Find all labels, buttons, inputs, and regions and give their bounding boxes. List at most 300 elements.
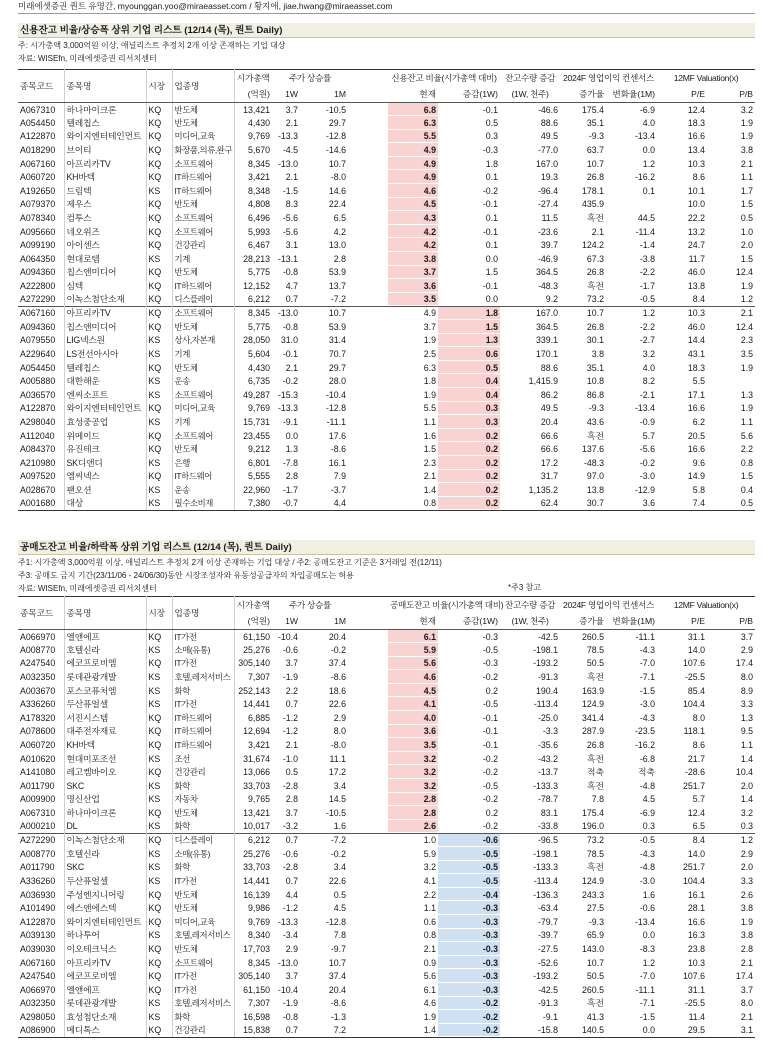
table-row: [18, 956, 755, 970]
col-header-ratio-change: 증감(1W): [438, 86, 500, 103]
return-1w: 1.3: [285, 444, 298, 455]
pe-12mf: 16.3: [687, 930, 706, 941]
spacer-cell: [348, 833, 388, 847]
stock-code: A078340: [18, 211, 64, 225]
market: KQ: [146, 442, 172, 456]
pb-12mf: 2.0: [740, 780, 754, 791]
market: KQ: [146, 915, 172, 929]
credit-top-by-change: [18, 306, 755, 510]
balance-ratio-current: 3.2: [388, 765, 438, 779]
return-1m: 6.5: [333, 213, 347, 224]
market-cap: 22,960: [243, 484, 270, 495]
col-header-revision: 변화율(1M): [606, 86, 657, 103]
table-row: [18, 470, 755, 484]
sector: 미디어,교육: [172, 130, 234, 144]
op-profit-growth-2024f: 흑전: [587, 281, 605, 292]
market-cap: 9,769: [247, 131, 270, 142]
table-row: [18, 969, 755, 983]
return-1m: 17.2: [328, 767, 347, 778]
market-cap: 7,307: [247, 998, 270, 1009]
pe-12mf: 8.6: [692, 740, 706, 751]
op-profit-growth-2024f: 175.4: [582, 808, 605, 819]
stock-name: 포스코퓨처엠: [64, 684, 146, 698]
spacer-cell: [348, 983, 388, 997]
market-cap: 3,421: [247, 172, 270, 183]
return-1m: 16.1: [328, 457, 347, 468]
market-cap: 16,139: [243, 889, 270, 900]
stock-code: A008770: [18, 847, 64, 861]
spacer-cell: [348, 429, 388, 443]
pe-12mf: 16.6: [687, 403, 706, 414]
stock-code: A036930: [18, 888, 64, 902]
balance-qty-change-1w: -91.3: [537, 998, 559, 1009]
sector: IT하드웨어: [172, 279, 234, 293]
balance-qty-change-1w: -133.3: [533, 780, 559, 791]
sector: IT하드웨어: [172, 184, 234, 198]
op-profit-growth-2024f: 178.1: [582, 185, 605, 196]
pb-12mf: 1.3: [740, 389, 754, 400]
return-1m: 53.9: [328, 321, 347, 332]
stock-code: A247540: [18, 657, 64, 671]
sector: IT하드웨어: [172, 470, 234, 484]
balance-ratio-current: 1.9: [423, 335, 437, 346]
market-cap: 31,674: [243, 753, 270, 764]
return-1m: 70.7: [328, 348, 347, 359]
pe-12mf: -25.5: [684, 672, 706, 683]
op-profit-growth-2024f: -9.3: [588, 131, 605, 142]
market-cap: 305,140: [238, 971, 270, 982]
stock-name: 명신산업: [64, 793, 146, 807]
market-cap: 16,598: [243, 1011, 270, 1022]
balance-ratio-change-1w: 0.2: [485, 808, 499, 819]
balance-qty-change-1w: 364.5: [536, 267, 559, 278]
return-1m: 4.2: [333, 226, 347, 237]
return-1m: -1.3: [330, 1011, 347, 1022]
stock-code: A028670: [18, 483, 64, 497]
stock-code: A272290: [18, 293, 64, 307]
market-cap: 8,340: [247, 930, 270, 941]
sector: 상사,자본재: [172, 334, 234, 348]
op-profit-growth-2024f: 124.2: [582, 240, 605, 251]
balance-qty-change-1w: -96.5: [500, 833, 560, 847]
pb-12mf: 0.4: [740, 484, 754, 495]
table-row: [18, 670, 755, 684]
spacer-cell: [348, 170, 388, 184]
return-1m: 7.2: [300, 1024, 348, 1038]
sector: 필수소비재: [172, 497, 234, 511]
stock-code: A298050: [18, 1010, 64, 1024]
op-profit-growth-2024f: 3.8: [591, 348, 605, 359]
balance-qty-change-1w: -113.4: [533, 875, 559, 886]
balance-ratio-current: 6.1: [388, 630, 438, 644]
balance-qty-change-1w: -13.7: [537, 767, 559, 778]
pe-12mf: 18.3: [687, 117, 706, 128]
pb-12mf: 3.7: [740, 984, 754, 995]
stock-name: KH바텍: [64, 170, 146, 184]
market: KQ: [146, 402, 172, 416]
op-profit-growth-2024f: 163.9: [582, 685, 605, 696]
balance-qty-change-1w: -27.5: [537, 943, 559, 954]
spacer-cell: [348, 347, 388, 361]
op-profit-revision-1m: -6.8: [639, 753, 656, 764]
return-1m: -0.2: [330, 848, 347, 859]
stock-code: A122870: [18, 915, 64, 929]
return-1m: -7.2: [300, 833, 348, 847]
op-profit-revision-1m: -16.2: [634, 172, 656, 183]
op-profit-growth-2024f: 26.8: [586, 267, 605, 278]
market-cap: 7,380: [234, 497, 272, 511]
op-profit-revision-1m: -13.4: [634, 131, 656, 142]
return-1w: 3.7: [285, 808, 298, 819]
pb-12mf: 2.1: [707, 306, 755, 320]
pe-12mf: 14.9: [687, 471, 706, 482]
return-1m: 8.0: [333, 726, 347, 737]
market: KS: [146, 929, 172, 943]
sector: IT하드웨어: [172, 738, 234, 752]
market-cap: 6,496: [247, 213, 270, 224]
return-1w: 0.7: [272, 833, 300, 847]
market-cap: 6,212: [234, 833, 272, 847]
pe-12mf: 23.8: [687, 943, 706, 954]
return-1w: -1.7: [282, 484, 298, 495]
sector: 화장품,의류,완구: [172, 143, 234, 157]
table-row: [18, 833, 755, 847]
balance-qty-change-1w: -48.3: [537, 281, 559, 292]
balance-ratio-current: 1.4: [423, 484, 437, 495]
return-1w: -1.9: [282, 998, 298, 1009]
spacer-cell: [348, 238, 388, 252]
spacer-cell: [348, 143, 388, 157]
op-profit-growth-2024f: -48.3: [583, 457, 605, 468]
market-cap: 4,430: [247, 117, 270, 128]
pe-12mf: 11.7: [688, 253, 706, 264]
table-row: [18, 657, 755, 671]
pe-12mf: 10.3: [687, 158, 706, 169]
spacer-cell: [348, 415, 388, 429]
spacer-cell: [348, 942, 388, 956]
sector: 기계: [172, 347, 234, 361]
pe-12mf: 12.4: [687, 104, 706, 115]
col-header-pe: P/E: [657, 613, 707, 630]
balance-ratio-change-1w: -0.2: [482, 185, 499, 196]
balance-qty-change-1w: -52.6: [537, 957, 559, 968]
balance-ratio-change-1w: 0.2: [438, 429, 500, 443]
balance-qty-change-1w: -39.7: [537, 930, 559, 941]
balance-ratio-current: 6.1: [423, 984, 437, 995]
balance-ratio-current: 4.2: [388, 225, 438, 239]
pe-12mf: 20.5: [687, 430, 706, 441]
op-profit-revision-1m: -11.4: [635, 226, 656, 237]
market: KQ: [146, 806, 172, 820]
op-profit-revision-1m: -6.9: [639, 104, 656, 115]
balance-ratio-change-1w: 1.5: [438, 320, 500, 334]
stock-name: 레고켐바이오: [64, 765, 146, 779]
stock-name: 칩스앤미디어: [64, 320, 146, 334]
op-profit-growth-2024f: 10.7: [586, 957, 605, 968]
pb-12mf: 3.2: [740, 104, 754, 115]
col-header-sector: 업종명: [172, 597, 234, 630]
op-profit-revision-1m: 44.5: [637, 213, 656, 224]
pe-12mf: 22.2: [687, 213, 706, 224]
market: KQ: [146, 630, 172, 644]
balance-qty-change-1w: 17.2: [540, 457, 559, 468]
balance-ratio-current: 5.5: [388, 130, 438, 144]
pb-12mf: 3.7: [740, 631, 754, 642]
market: KQ: [146, 320, 172, 334]
pb-12mf: 0.5: [707, 497, 755, 511]
op-profit-revision-1m: 5.7: [642, 430, 656, 441]
market-cap: 5,670: [247, 145, 270, 156]
col-group-price-return: 주가 상승률: [272, 597, 348, 614]
return-1m: 22.6: [328, 699, 347, 710]
balance-ratio-change-1w: 0.0: [485, 294, 499, 305]
stock-code: A122870: [18, 130, 64, 144]
table-row: [18, 306, 755, 320]
market-cap: 13,066: [243, 767, 270, 778]
return-1m: 2.9: [333, 712, 347, 723]
table-row: [18, 442, 755, 456]
pb-12mf: 3.8: [740, 145, 754, 156]
pb-12mf: 2.1: [740, 158, 754, 169]
pe-12mf: 118.1: [683, 726, 706, 737]
stock-code: A066970: [18, 983, 64, 997]
market: KQ: [146, 725, 172, 739]
balance-qty-change-1w: 9.2: [545, 294, 559, 305]
stock-code: A078600: [18, 725, 64, 739]
balance-ratio-current: 4.5: [388, 684, 438, 698]
return-1w: -1.5: [282, 185, 298, 196]
return-1w: 0.7: [285, 699, 298, 710]
market: KS: [146, 643, 172, 657]
stock-code: A336260: [18, 697, 64, 711]
op-profit-growth-2024f: 10.7: [586, 158, 605, 169]
pe-12mf: 251.7: [683, 862, 706, 873]
stock-name: 위메이드: [64, 429, 146, 443]
op-profit-revision-1m: -1.7: [639, 281, 656, 292]
op-profit-growth-2024f: 흑전: [587, 213, 605, 224]
return-1m: 13.7: [328, 281, 347, 292]
table-row: [18, 116, 755, 130]
balance-qty-change-1w: -78.7: [537, 794, 559, 805]
pe-12mf: 8.0: [692, 712, 706, 723]
return-1m: 4.4: [300, 497, 348, 511]
op-profit-revision-1m: 1.2: [642, 158, 656, 169]
sector: IT하드웨어: [172, 725, 234, 739]
op-profit-growth-2024f: 50.5: [586, 971, 605, 982]
return-1m: 31.4: [328, 335, 347, 346]
spacer-cell: [348, 456, 388, 470]
col-header-market-cap-unit: (억원): [234, 86, 272, 103]
balance-ratio-change-1w: -0.1: [482, 740, 499, 751]
op-profit-growth-2024f: 435.9: [582, 199, 605, 210]
spacer-cell: [348, 697, 388, 711]
market: KQ: [146, 266, 172, 280]
stock-code: A094360: [18, 266, 64, 280]
pe-12mf: 10.1: [687, 185, 706, 196]
balance-ratio-current: 4.9: [388, 157, 438, 171]
pe-12mf: 5.5: [692, 376, 706, 387]
sector: 호텔,레저서비스: [172, 929, 234, 943]
market-cap: 28,213: [243, 253, 270, 264]
op-profit-growth-2024f: 7.8: [591, 794, 605, 805]
op-profit-growth-2024f: 흑전: [587, 780, 605, 791]
sector: 화학: [172, 820, 234, 834]
op-profit-revision-1m: -0.2: [639, 457, 656, 468]
pb-12mf: 3.1: [707, 1024, 755, 1038]
table-row: [18, 374, 755, 388]
op-profit-revision-1m: -4.3: [639, 848, 656, 859]
spacer-cell: [348, 225, 388, 239]
op-profit-revision-1m: -0.9: [639, 416, 656, 427]
op-profit-growth-2024f: 73.2: [586, 294, 605, 305]
balance-ratio-change-1w: -0.3: [438, 901, 500, 915]
stock-code: A086900: [18, 1024, 64, 1038]
return-1m: -7.2: [330, 294, 347, 305]
op-profit-growth-2024f: 13.8: [586, 484, 605, 495]
stock-code: A011790: [18, 779, 64, 793]
pb-12mf: 10.4: [735, 767, 754, 778]
pb-12mf: 2.8: [740, 943, 754, 954]
market: KQ: [146, 738, 172, 752]
spacer-cell: [348, 279, 388, 293]
balance-ratio-change-1w: 1.8: [485, 158, 499, 169]
market: KS: [146, 670, 172, 684]
stock-code: A112040: [18, 429, 64, 443]
return-1m: 3.4: [333, 780, 347, 791]
stock-name: 메디톡스: [64, 1024, 146, 1038]
balance-ratio-current: 3.5: [388, 738, 438, 752]
market-cap: 13,421: [243, 808, 270, 819]
op-profit-revision-1m: -2.1: [639, 389, 656, 400]
pe-12mf: 104.4: [683, 699, 706, 710]
spacer-cell: [348, 847, 388, 861]
stock-name: 하나투어: [64, 929, 146, 943]
return-1m: 14.5: [328, 794, 347, 805]
col-header-return-1m: 1M: [300, 613, 348, 630]
balance-ratio-change-1w: 0.2: [438, 483, 500, 497]
market-cap: 28,050: [243, 335, 270, 346]
balance-ratio-current: 4.6: [388, 670, 438, 684]
pb-12mf: 2.9: [740, 848, 754, 859]
balance-ratio-current: 6.8: [388, 103, 438, 117]
table-row: [18, 198, 755, 212]
market: KS: [146, 388, 172, 402]
pb-12mf: 1.5: [740, 471, 754, 482]
balance-ratio-current: 2.1: [423, 943, 437, 954]
return-1m: -8.0: [330, 740, 347, 751]
balance-ratio-change-1w: 0.1: [485, 213, 499, 224]
op-profit-revision-1m: -0.5: [639, 294, 656, 305]
return-1m: 37.4: [328, 658, 347, 669]
balance-ratio-change-1w: 0.2: [485, 685, 499, 696]
market-cap: 7,307: [247, 672, 270, 683]
return-1m: 18.6: [328, 685, 347, 696]
return-1m: -8.6: [330, 444, 347, 455]
market-cap: 23,455: [243, 430, 270, 441]
market: KQ: [146, 833, 172, 847]
market-cap: 14,441: [243, 699, 270, 710]
return-1m: 13.0: [328, 240, 347, 251]
balance-ratio-change-1w: -0.5: [482, 780, 499, 791]
balance-ratio-current: 1.1: [423, 903, 437, 914]
balance-ratio-current: 1.9: [423, 1011, 437, 1022]
table-row: [18, 184, 755, 198]
balance-qty-change-1w: 1,415.9: [528, 376, 559, 387]
balance-ratio-current: 2.1: [423, 471, 437, 482]
return-1w: -9.1: [282, 416, 298, 427]
stock-code: A011790: [18, 861, 64, 875]
sector: 호텔,레저서비스: [172, 997, 234, 1011]
balance-qty-change-1w: 88.6: [540, 362, 559, 373]
market: KQ: [146, 103, 172, 117]
stock-code: A222800: [18, 279, 64, 293]
return-1w: 3.1: [285, 240, 298, 251]
return-1w: -2.8: [282, 862, 298, 873]
stock-name: 엘앤에프: [64, 630, 146, 644]
balance-ratio-change-1w: -0.3: [438, 929, 500, 943]
short-top-by-decline: [18, 833, 755, 1037]
balance-ratio-current: 4.0: [388, 711, 438, 725]
short-balance-table: [18, 596, 755, 1038]
stock-code: A099190: [18, 238, 64, 252]
op-profit-revision-1m: 0.0: [642, 930, 656, 941]
stock-name: 아프리카TV: [64, 956, 146, 970]
pb-12mf: 2.6: [740, 889, 754, 900]
table-row: [18, 997, 755, 1011]
balance-ratio-change-1w: -0.2: [438, 997, 500, 1011]
market-cap: 6,801: [247, 457, 270, 468]
market-cap: 4,430: [247, 362, 270, 373]
col-group-op-profit-consensus: 2024F 영업이익 컨센서스: [560, 597, 657, 614]
sector: IT하드웨어: [172, 711, 234, 725]
market-cap: 8,345: [247, 957, 270, 968]
table-row: [18, 279, 755, 293]
pe-12mf: 10.3: [687, 957, 706, 968]
return-1w: -13.3: [277, 916, 298, 927]
balance-ratio-change-1w: -0.2: [438, 1010, 500, 1024]
col-header-stock-name: 종목명: [64, 597, 146, 630]
balance-ratio-change-1w: -0.2: [482, 672, 499, 683]
table-row: [18, 929, 755, 943]
sector: 자동차: [172, 793, 234, 807]
op-profit-growth-2024f: 35.1: [586, 362, 605, 373]
return-1w: 3.7: [285, 104, 298, 115]
spacer-cell: [348, 497, 388, 511]
return-1w: -13.0: [272, 306, 300, 320]
balance-ratio-change-1w: 0.2: [438, 497, 500, 511]
table-row: [18, 847, 755, 861]
stock-name: 와이지엔터테인먼트: [64, 402, 146, 416]
col-header-growth: 증가율: [560, 613, 606, 630]
sector: IT가전: [172, 657, 234, 671]
spacer-cell: [348, 293, 388, 307]
op-profit-revision-1m: 4.5: [642, 794, 656, 805]
sector: 기계: [172, 415, 234, 429]
balance-ratio-current: 1.6: [423, 430, 437, 441]
pb-12mf: 1.2: [740, 294, 754, 305]
col-header-market-cap-unit: (억원): [234, 613, 272, 630]
balance-ratio-current: 5.9: [423, 848, 437, 859]
spacer-cell: [348, 779, 388, 793]
balance-ratio-change-1w: -0.5: [482, 699, 499, 710]
op-profit-revision-1m: -2.2: [639, 321, 656, 332]
return-1m: -8.6: [330, 672, 347, 683]
pb-12mf: 1.1: [740, 416, 754, 427]
balance-ratio-change-1w: -0.1: [482, 104, 499, 115]
stock-name: 호텔신라: [64, 847, 146, 861]
sector: 소프트웨어: [172, 956, 234, 970]
market: KQ: [146, 956, 172, 970]
